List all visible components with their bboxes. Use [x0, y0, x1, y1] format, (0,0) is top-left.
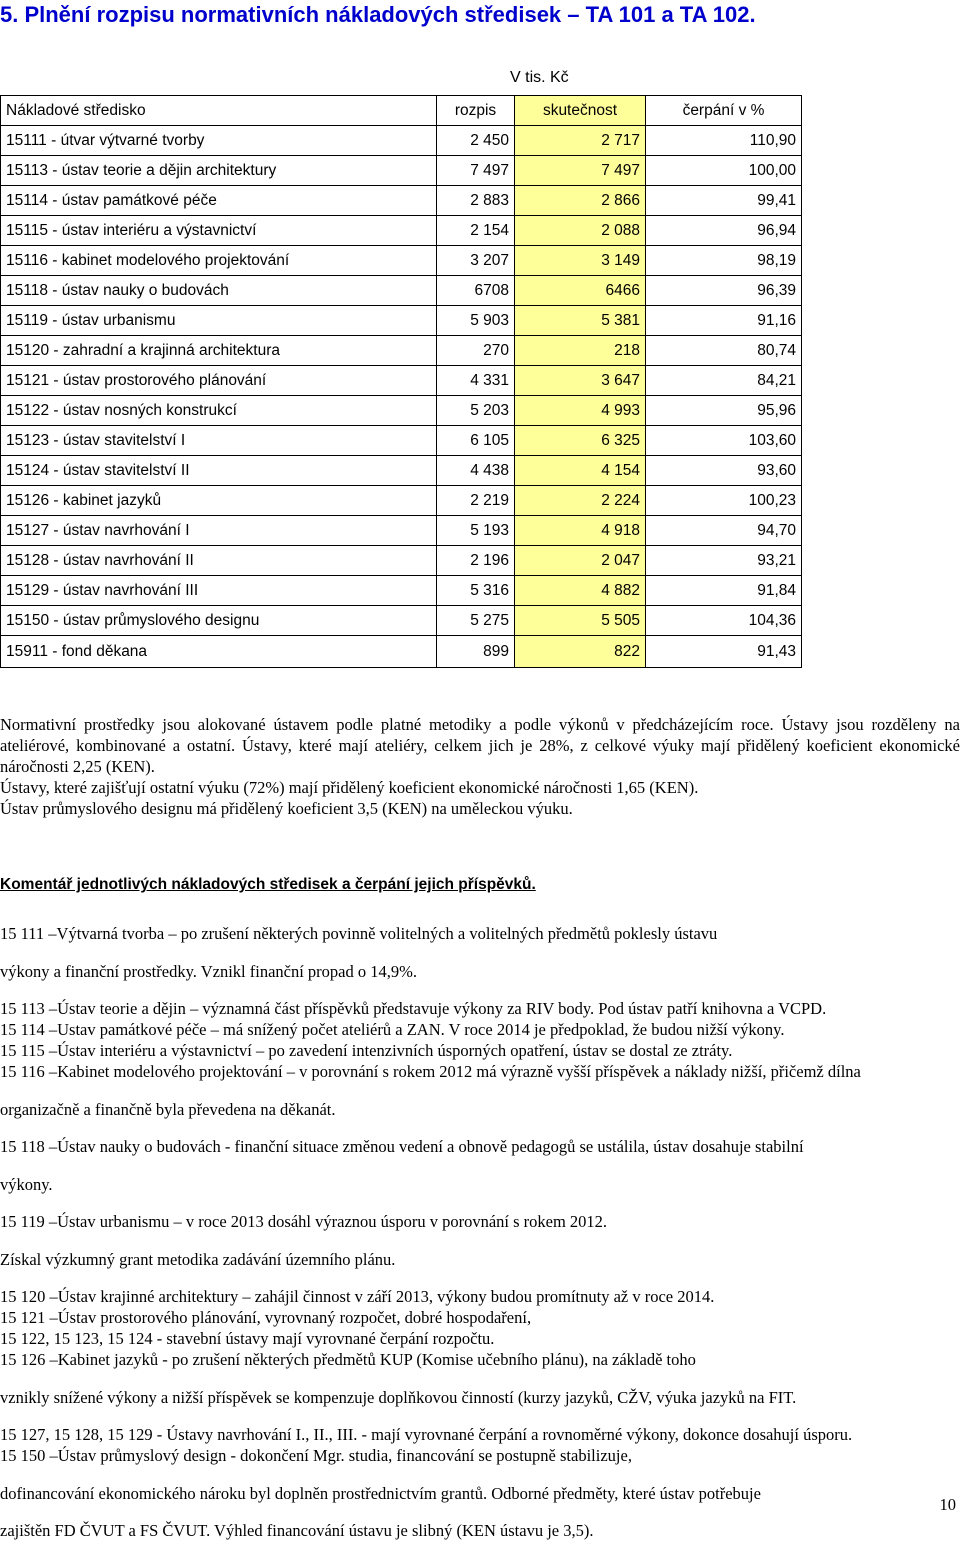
comment-code: 15 118 – [0, 1137, 58, 1156]
cell-rozpis: 899 [437, 636, 515, 668]
cell-name: 15116 - kabinet modelového projektování [1, 246, 437, 276]
comments-heading: Komentář jednotlivých nákladových středisek a čerpání jejich příspěvků. [0, 876, 536, 893]
cell-skutecnost: 3 149 [515, 246, 646, 276]
comment-code: 15 115 – [0, 1041, 58, 1060]
column-header-cerpani: čerpání v % [646, 96, 802, 126]
cell-skutecnost: 4 154 [515, 456, 646, 486]
cell-cerpani: 80,74 [646, 336, 802, 366]
cost-center-table [0, 95, 802, 668]
cell-rozpis: 270 [437, 336, 515, 366]
table-row [1, 426, 802, 456]
comment-code: 15 116 – [0, 1062, 58, 1081]
cell-rozpis: 2 196 [437, 546, 515, 576]
comment-text: Ústav prostorového plánování, vyrovnaný rozpočet, dobré hospodaření, [57, 1308, 532, 1327]
cell-cerpani: 95,96 [646, 396, 802, 426]
comment-block-122: 15 122, 15 123, 15 124 - stavební ústavy mají vyrovnané čerpání rozpočtu. [0, 1329, 495, 1348]
table-row [1, 456, 802, 486]
cell-name: 15111 - útvar výtvarné tvorby [1, 126, 437, 156]
comment-code: 15 150 – [0, 1446, 58, 1465]
comment-continuation: výkony a finanční prostředky. Vznikl finanční propad o 14,9%. [0, 961, 417, 981]
cell-skutecnost: 218 [515, 336, 646, 366]
cell-rozpis: 5 316 [437, 576, 515, 606]
unit-label: V tis. Kč [510, 69, 569, 86]
comment-15150 [0, 1445, 960, 1466]
comment-code: 15 119 – [0, 1212, 58, 1231]
normative-paragraph: Normativní prostředky jsou alokované ústavem podle platné metodiky a podle výkonů v předcházejícím roce. Ústavy jsou rozděleny na ateliérové, kombinované a ostatní. Ústavy, které mají ateliéry, celkem jich je 28%, z celkové výuky mají přidělený koeficient ekonomické náročnosti 2,25 (KEN). [0, 715, 960, 776]
cell-rozpis: 5 193 [437, 516, 515, 546]
comment-item [0, 1040, 960, 1061]
normative-paragraph: Ústav průmyslového designu má přidělený koeficient 3,5 (KEN) na uměleckou výuku. [0, 799, 573, 818]
cell-name: 15115 - ústav interiéru a výstavnictví [1, 216, 437, 246]
cell-rozpis: 3 207 [437, 246, 515, 276]
cell-skutecnost: 6466 [515, 276, 646, 306]
comment-text: Ústav urbanismu – v roce 2013 dosáhl výraznou úsporu v porovnání s rokem 2012. [57, 1212, 608, 1231]
cell-name: 15120 - zahradní a krajinná architektura [1, 336, 437, 366]
table-row [1, 516, 802, 546]
comment-item [0, 1019, 960, 1040]
column-header-skutecnost: skutečnost [515, 96, 646, 126]
comment-continuation: dofinancování ekonomického nároku byl doplněn prostřednictvím grantů. Odborné předměty, které ústav potřebuje [0, 1483, 761, 1503]
comment-text: Ustav památkové péče – má snížený počet ateliérů a ZAN. V roce 2014 je předpoklad, že budou nižší výkony. [57, 1020, 785, 1039]
table-row [1, 366, 802, 396]
comment-item [0, 1136, 960, 1157]
cell-name: 15123 - ústav stavitelství I [1, 426, 437, 456]
cell-name: 15911 - fond děkana [1, 636, 437, 668]
table-row [1, 246, 802, 276]
comment-code: 15 121 – [0, 1308, 58, 1327]
cell-skutecnost: 4 918 [515, 516, 646, 546]
comment-15126 [0, 1349, 960, 1370]
comment-text: Kabinet jazyků - po zrušení některých předmětů KUP (Komise učebního plánu), na základě toho [57, 1350, 696, 1369]
cell-name: 15121 - ústav prostorového plánování [1, 366, 437, 396]
cell-cerpani: 98,19 [646, 246, 802, 276]
comment-text: Ústav krajinné architektury – zahájil činnost v září 2013, výkony budou promítnuty až v roce 2014. [57, 1287, 715, 1306]
comment-item [0, 1061, 960, 1082]
normative-paragraph: Ústavy, které zajišťují ostatní výuku (72%) mají přidělený koeficient ekonomické náročnosti 1,65 (KEN). [0, 778, 699, 797]
cell-skutecnost: 6 325 [515, 426, 646, 456]
cell-name: 15150 - ústav průmyslového designu [1, 606, 437, 636]
cell-skutecnost: 2 224 [515, 486, 646, 516]
cell-rozpis: 2 154 [437, 216, 515, 246]
comment-text: Ústav teorie a dějin – významná část příspěvků představuje výkony za RIV body. Pod ústav patří knihovna a VCPD. [57, 999, 827, 1018]
cell-cerpani: 100,00 [646, 156, 802, 186]
cell-skutecnost: 2 866 [515, 186, 646, 216]
cell-cerpani: 110,90 [646, 126, 802, 156]
cell-rozpis: 5 903 [437, 306, 515, 336]
cell-cerpani: 91,16 [646, 306, 802, 336]
comment-item [0, 923, 960, 944]
page-number: 10 [939, 1495, 956, 1514]
cell-cerpani: 99,41 [646, 186, 802, 216]
table-row [1, 336, 802, 366]
cell-skutecnost: 7 497 [515, 156, 646, 186]
table-header-row [1, 96, 802, 126]
cell-cerpani: 94,70 [646, 516, 802, 546]
comment-continuation: zajištěn FD ČVUT a FS ČVUT. Výhled financování ústavu je slibný (KEN ústavu je 3,5). [0, 1521, 594, 1540]
cell-cerpani: 91,43 [646, 636, 802, 668]
cell-rozpis: 4 438 [437, 456, 515, 486]
comment-code: 15 120 – [0, 1287, 58, 1306]
table-row [1, 126, 802, 156]
table-row [1, 606, 802, 636]
cell-name: 15129 - ústav navrhování III [1, 576, 437, 606]
cell-skutecnost: 3 647 [515, 366, 646, 396]
table-row [1, 216, 802, 246]
cell-rozpis: 2 219 [437, 486, 515, 516]
cell-name: 15128 - ústav navrhování II [1, 546, 437, 576]
cell-rozpis: 5 203 [437, 396, 515, 426]
cell-cerpani: 104,36 [646, 606, 802, 636]
comment-continuation: Získal výzkumný grant metodika zadávání územního plánu. [0, 1249, 396, 1269]
cell-cerpani: 91,84 [646, 576, 802, 606]
page-title: 5. Plnění rozpisu normativních nákladových středisek – TA 101 a TA 102. [0, 2, 756, 27]
comment-continuation: výkony. [0, 1174, 53, 1194]
comment-text: Ústav průmyslový design - dokončení Mgr. studia, financování se postupně stabilizuje, [57, 1446, 632, 1465]
cell-rozpis: 7 497 [437, 156, 515, 186]
cell-rozpis: 6 105 [437, 426, 515, 456]
cell-name: 15122 - ústav nosných konstrukcí [1, 396, 437, 426]
comment-item [0, 1307, 960, 1328]
cell-rozpis: 2 883 [437, 186, 515, 216]
cell-skutecnost: 2 047 [515, 546, 646, 576]
cell-cerpani: 96,94 [646, 216, 802, 246]
comment-text: Ústav nauky o budovách - finanční situace změnou vedení a obnově pedagogů se ustálila, ústav dosahuje stabilní [57, 1137, 804, 1156]
comment-code: 15 126 – [0, 1350, 58, 1369]
table-row [1, 546, 802, 576]
table-row [1, 576, 802, 606]
cell-cerpani: 93,21 [646, 546, 802, 576]
cell-name: 15126 - kabinet jazyků [1, 486, 437, 516]
comment-text: Kabinet modelového projektování – v porovnání s rokem 2012 má výrazně vyšší příspěvek a náklady nižší, přičemž dílna [57, 1062, 861, 1081]
cell-skutecnost: 822 [515, 636, 646, 668]
normative-text [0, 714, 960, 819]
comment-code: 15 111 – [0, 924, 57, 943]
cell-cerpani: 84,21 [646, 366, 802, 396]
comments-section [0, 923, 960, 1541]
table-row [1, 396, 802, 426]
cell-cerpani: 103,60 [646, 426, 802, 456]
comment-item [0, 998, 960, 1019]
comment-item [0, 1211, 960, 1232]
cell-name: 15114 - ústav památkové péče [1, 186, 437, 216]
comment-text: Výtvarná tvorba – po zrušení některých povinně volitelných a volitelných předmětů poklesly ústavu [56, 924, 718, 943]
cell-skutecnost: 5 381 [515, 306, 646, 336]
cell-skutecnost: 2 717 [515, 126, 646, 156]
cell-name: 15127 - ústav navrhování I [1, 516, 437, 546]
comment-block-127: 15 127, 15 128, 15 129 - Ústavy navrhování I., II., III. - mají vyrovnané čerpání a rovnoměrné výkony, dokonce dosahují úsporu. [0, 1425, 853, 1444]
table-row [1, 486, 802, 516]
table-row [1, 276, 802, 306]
cell-rozpis: 2 450 [437, 126, 515, 156]
cell-skutecnost: 2 088 [515, 216, 646, 246]
cell-rozpis: 4 331 [437, 366, 515, 396]
comment-continuation: organizačně a finančně byla převedena na děkanát. [0, 1099, 336, 1119]
cell-rozpis: 6708 [437, 276, 515, 306]
table-row [1, 156, 802, 186]
column-header-rozpis: rozpis [437, 96, 515, 126]
cell-cerpani: 93,60 [646, 456, 802, 486]
column-header-name: Nákladové středisko [1, 96, 437, 126]
cell-name: 15124 - ústav stavitelství II [1, 456, 437, 486]
cell-rozpis: 5 275 [437, 606, 515, 636]
cell-name: 15118 - ústav nauky o budovách [1, 276, 437, 306]
comment-code: 15 114 – [0, 1020, 58, 1039]
table-row [1, 636, 802, 668]
cell-name: 15113 - ústav teorie a dějin architektury [1, 156, 437, 186]
cell-cerpani: 96,39 [646, 276, 802, 306]
cell-skutecnost: 4 882 [515, 576, 646, 606]
cell-skutecnost: 5 505 [515, 606, 646, 636]
table-row [1, 186, 802, 216]
table-row [1, 306, 802, 336]
comment-continuation: vznikly snížené výkony a nižší příspěvek se kompenzuje doplňkovou činností (kurzy jazyků, CŽV, výuka jazyků na FIT. [0, 1387, 797, 1407]
comment-code: 15 113 – [0, 999, 58, 1018]
cell-name: 15119 - ústav urbanismu [1, 306, 437, 336]
cell-skutecnost: 4 993 [515, 396, 646, 426]
cell-cerpani: 100,23 [646, 486, 802, 516]
comment-text: Ústav interiéru a výstavnictví – po zavedení intenzivních úsporných opatření, ústav se dostal ze ztráty. [57, 1041, 733, 1060]
comment-item [0, 1286, 960, 1307]
